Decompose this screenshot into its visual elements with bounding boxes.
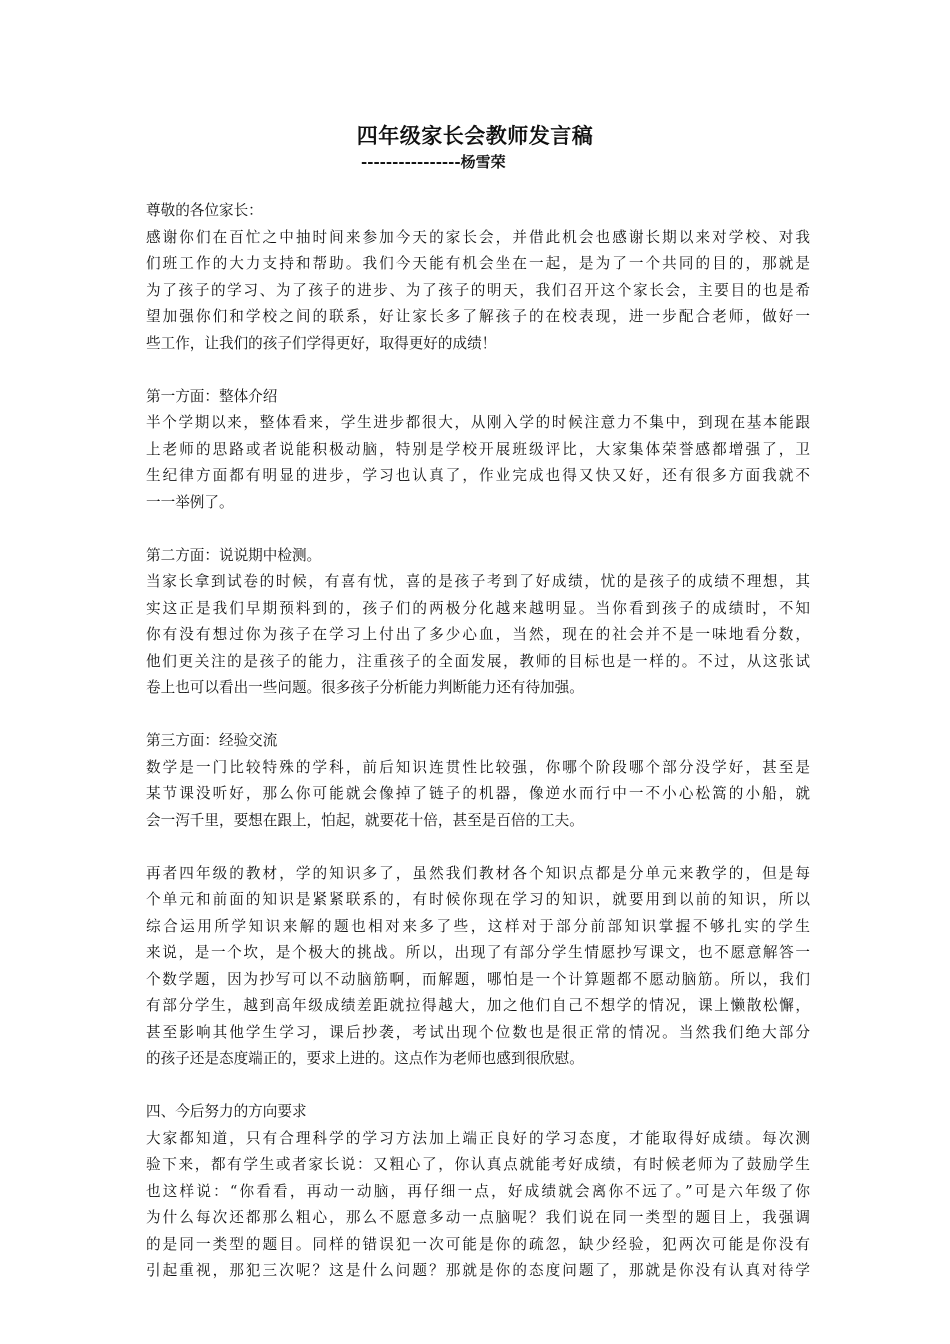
text-line: 甚至影响其他学生学习，课后抄袭，考试出现个位数也是很正常的情况。当然我们绝大部分 <box>146 1023 810 1041</box>
text-line: 半个学期以来，整体看来，学生进步都很大，从刚入学的时候注意力不集中，到现在基本能跟 <box>146 414 810 431</box>
text-line: 综合运用所学知识来解的题也相对来多了些，这样对于部分前部知识掌握不够扎实的学生 <box>146 917 810 935</box>
text-line: 当家长拿到试卷的时候，有喜有忧，喜的是孩子考到了好成绩，忧的是孩子的成绩不理想，其 <box>146 573 810 590</box>
text-line: 实这正是我们早期预料到的，孩子们的两极分化越来越明显。当你看到孩子的成绩时，不知 <box>146 599 810 617</box>
section-heading: 第三方面：经验交流 <box>146 732 278 749</box>
text-line: 来说，是一个坎，是个极大的挑战。所以，出现了有部分学生情愿抄写课文，也不愿意解答一 <box>146 944 810 961</box>
section-future-direction <box>146 1099 810 1285</box>
paragraph-greeting <box>146 198 810 225</box>
text-line: 上老师的思路或者说能积极动脑，特别是学校开展班级评比，大家集体荣誉感都增强了，卫 <box>146 440 810 458</box>
text-line: 尊敬的各位家长： <box>146 202 263 219</box>
text-line: 个单元和前面的知识是紧紧联系的，有时候你现在学习的知识，就要用到以前的知识，所以 <box>146 891 810 908</box>
paragraph-grade-four <box>146 861 810 1073</box>
section-heading: 第二方面：说说期中检测。 <box>146 546 322 564</box>
text-line: 望加强你们和学校之间的联系，好让家长多了解孩子的在校表现，进一步配合老师，做好一 <box>146 308 810 325</box>
text-line: 验下来，都有学生或者家长说：又粗心了，你认真点就能考好成绩，有时候老师为了鼓励学生 <box>146 1156 810 1173</box>
document-author: ----------------杨雪荣 <box>361 153 506 171</box>
document-title: 四年级家长会教师发言稿 <box>356 123 594 148</box>
text-line: 会一泻千里，要想在跟上，怕起，就要花十倍，甚至是百倍的工夫。 <box>146 811 584 829</box>
paragraph-thanks <box>146 225 810 358</box>
section-overview <box>146 384 810 517</box>
text-line: 引起重视，那犯三次呢？这是什么问题？那就是你的态度问题了，那就是你没有认真对待学 <box>146 1262 810 1279</box>
text-line: 你有没有想过你为孩子在学习上付出了多少心血，当然，现在的社会并不是一味地看分数， <box>146 626 810 643</box>
text-line: 也这样说：“你看看，再动一动脑，再仔细一点，好成绩就会离你不远了。”可是六年级了你 <box>146 1182 810 1200</box>
document-body <box>146 198 810 1285</box>
text-line: 某节课没听好，那么你可能就会像掉了链子的机器，像逆水而行中一不小心松篙的小船，就 <box>146 785 810 802</box>
text-line: 的孩子还是态度端正的，要求上进的。这点作为老师也感到很欣慰。 <box>146 1050 584 1067</box>
text-line: 他们更关注的是孩子的能力，注重孩子的全面发展，教师的目标也是一样的。不过，从这张试 <box>146 652 810 670</box>
text-line: 为什么每次还都那么粗心，那么不愿意多动一点脑呢？我们说在同一类型的题目上，我强调 <box>146 1209 810 1226</box>
section-heading: 第一方面：整体介绍 <box>146 387 278 405</box>
text-line: 们班工作的大力支持和帮助。我们今天能有机会坐在一起，是为了一个共同的目的，那就是 <box>146 255 810 272</box>
text-line: 为了孩子的学习、为了孩子的进步、为了孩子的明天，我们召开这个家长会，主要目的也是希 <box>146 281 810 299</box>
text-line: 再者四年级的教材，学的知识多了，虽然我们教材各个知识点都是分单元来教学的，但是每 <box>146 864 810 882</box>
section-experience <box>146 728 810 834</box>
text-line: 大家都知道，只有合理科学的学习方法加上端正良好的学习态度，才能取得好成绩。每次测 <box>146 1129 810 1147</box>
text-line: 有部分学生，越到高年级成绩差距就拉得越大，加之他们自己不想学的情况，课上懒散松懈， <box>146 997 810 1014</box>
text-line: 数学是一门比较特殊的学科，前后知识连贯性比较强，你哪个阶段哪个部分没学好，甚至是 <box>146 758 810 776</box>
text-line: 些工作，让我们的孩子们学得更好，取得更好的成绩！ <box>146 334 497 352</box>
text-line: 的是同一类型的题目。同样的错误犯一次可能是你的疏忽，缺少经验，犯两次可能是你没有 <box>146 1235 810 1253</box>
section-heading: 四、今后努力的方向要求 <box>146 1103 307 1120</box>
text-line: 卷上也可以看出一些问题。很多孩子分析能力判断能力还有待加强。 <box>146 679 584 696</box>
text-line: 感谢你们在百忙之中抽时间来参加今天的家长会，并借此机会也感谢长期以来对学校、对我 <box>146 228 810 246</box>
section-midterm <box>146 543 810 702</box>
text-line: 个数学题，因为抄写可以不动脑筋啊，而解题，哪怕是一个计算题都不愿动脑筋。所以，我们 <box>146 970 810 988</box>
text-line: 生纪律方面都有明显的进步，学习也认真了，作业完成也得又快又好，还有很多方面我就不 <box>146 467 810 484</box>
text-line: 一一举例了。 <box>146 493 234 511</box>
